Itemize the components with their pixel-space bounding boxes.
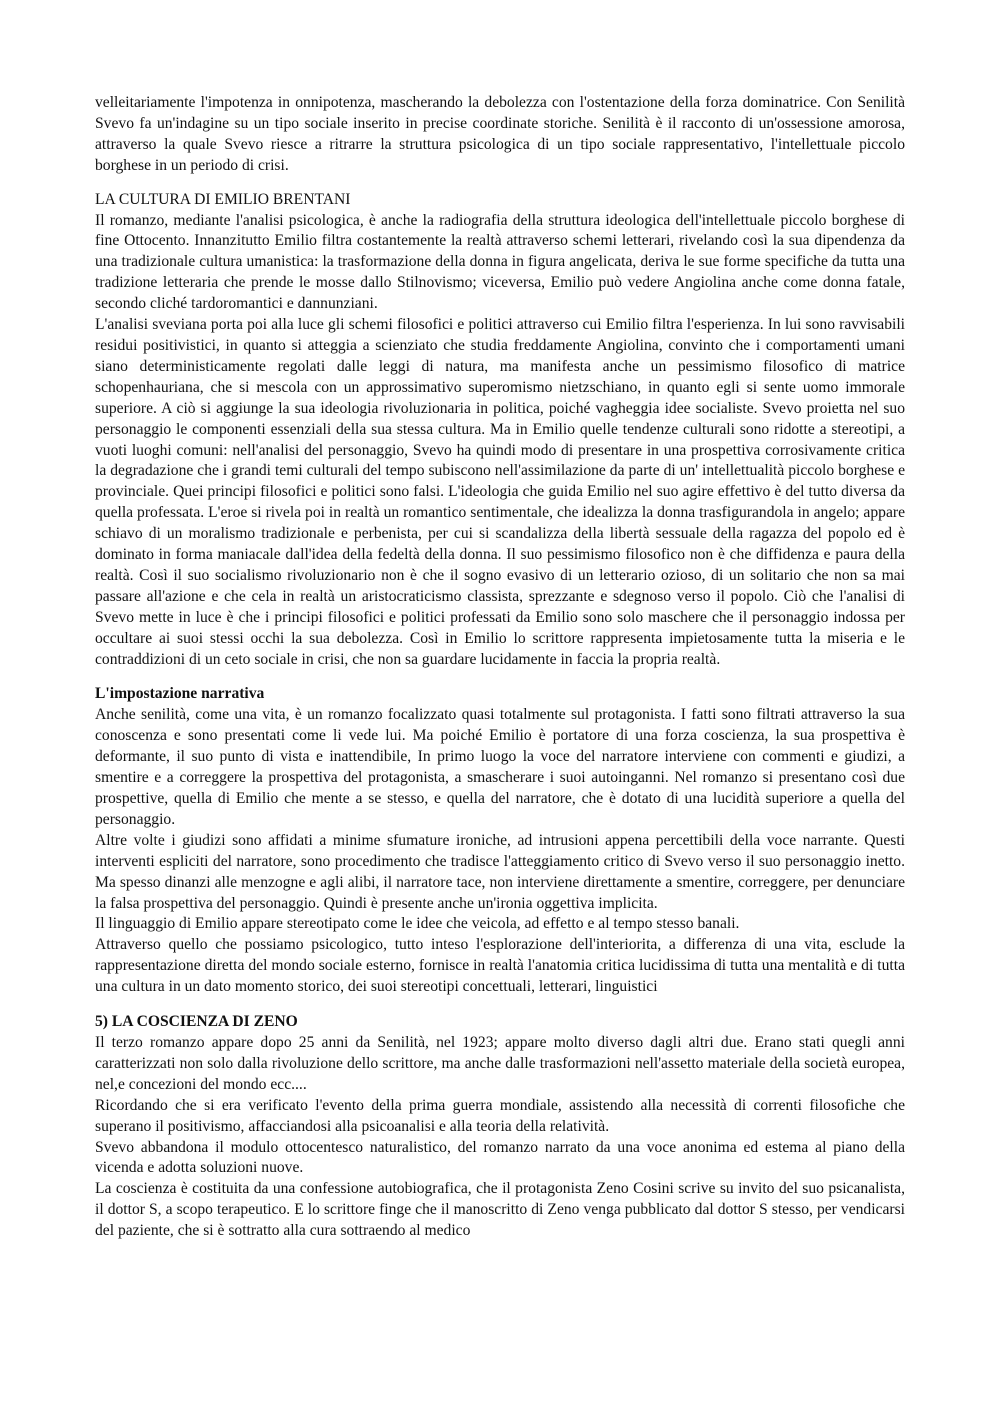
body-paragraph: Attraverso quello che possiamo psicologico, tutto inteso l'esplorazione dell'interiorita, a differenza di una vita, esclude la rappresentazione diretta del mondo sociale esterno, fornisce in realtà l'anatomia critica lucidissima di tutta una mentalità e di tutta una cultura in un dato momento storico, dei suoi stereotipi concettuali, letterari, linguistici xyxy=(95,936,905,996)
document-page xyxy=(95,93,905,1242)
spacer xyxy=(95,177,905,190)
intro-paragraph: velleitariamente l'impotenza in onnipotenza, mascherando la debolezza con l'ostentazione della forza dominatrice. Con Senilità Svevo fa un'indagine su un tipo sociale inserito in precise coordinate storiche. Senilità è il racconto di un'ossessione amorosa, attraverso la quale Svevo riesce a ritrarre la struttura psicologica di un tipo sociale rappresentativo, l'intellettuale piccolo borghese in un periodo di crisi. xyxy=(95,94,905,174)
body-paragraph: Ricordando che si era verificato l'evento della prima guerra mondiale, assistendo alla necessità di correnti filosofiche che superano il positivismo, affacciandosi alla psicoanalisi e alla teoria della relatività. xyxy=(95,1096,905,1135)
body-paragraph: La coscienza è costituita da una confessione autobiografica, che il protagonista Zeno Cosini scrive su invito del suo psicanalista, il dottor S, a scopo terapeutico. E lo scrittore finge che il manoscritto di Zeno venga pubblicato dal dottor S stesso, per vendicarsi del paziente, che si è sottratto alla cura sottraendo al medico xyxy=(95,1180,905,1240)
body-paragraph: Svevo abbandona il modulo ottocentesco naturalistico, del romanzo narrato da una voce anonima ed estema al piano della vicenda e adotta soluzioni nuove. xyxy=(95,1138,905,1177)
section-heading-cultura: LA CULTURA DI EMILIO BRENTANI xyxy=(95,190,351,208)
spacer xyxy=(95,670,905,684)
body-paragraph: L'analisi sveviana porta poi alla luce gli schemi filosofici e politici attraverso cui Emilio filtra l'esperienza. In lui sono ravvisabili residui positivistici, in quanto si atteggia a scienziato che studia freddamente Angiolina, convinto che i comportamenti umani siano deterministicamente regolati dalle leggi di natura, ma manifesta anche un pessimismo filosofico di matrice schopenhauriana, che si mescola con un approssimativo superomismo nietzschiano, in quanto egli si sente uomo immorale superiore. A ciò si aggiunge la sua ideologia rivoluzionaria in politica, poiché vagheggia idee socialiste. Svevo proietta nel suo personaggio le componenti essenziali della sua stessa cultura. Ma in Emilio quelle tendenze culturali sono ridotte a stereotipi, a vuoti luoghi comuni: nell'analisi del personaggio, Svevo ha quindi modo di presentare in una prospettiva corrosivamente critica la degradazione che i grandi temi culturali del tempo subiscono nell'assimilazione da parte di un' intellettualità piccolo borghese e provinciale. Quei principi filosofici e politici sono falsi. L'ideologia che guida Emilio nel suo agire effettivo è del tutto diversa da quella professata. L'eroe si rivela poi in realtà un romantico sentimentale, che idealizza la donna trasfigurandola in angelo; appare schiavo di un moralismo tradizionale e perbenista, per cui si scandalizza della libertà sessuale della ragazza del popolo ed è dominato in forma maniacale dall'idea della fedeltà della donna. Il suo pessimismo filosofico non è che diffidenza e paura della realtà. Così il suo socialismo rivoluzionario non è che il sogno evasivo di un letterario ozioso, di un solitario che non sa mai passare all'azione e che cela in realtà un aristocraticismo classista, sprezzante e sdegnoso verso il popolo. Ciò che l'analisi di Svevo mette in luce è che i principi filosofici e politici professati da Emilio sono solo maschere che il personaggio indossa per occultare ai suoi stessi occhi la sua debolezza. Così in Emilio lo scrittore rappresenta impietosamente tutta la miseria e le contraddizioni di un ceto sociale in crisi, che non sa guardare lucidamente in faccia la propria realtà. xyxy=(95,316,905,668)
body-paragraph: Il romanzo, mediante l'analisi psicologica, è anche la radiografia della struttura ideologica dell'intellettuale piccolo borghese di fine Ottocento. Innanzitutto Emilio filtra costantemente la realtà attraverso schemi letterari, rivelando così la sua dipendenza da una tradizionale cultura umanistica: la trasformazione della donna in figura angelicata, deriva le sue forme specifiche da tutta una tradizione letteraria che prende le mosse dallo Stilnovismo; viceversa, Emilio può vedere Angiolina anche come donna fatale, secondo cliché tardoromantici e dannunziani. xyxy=(95,211,905,313)
body-paragraph: Altre volte i giudizi sono affidati a minime sfumature ironiche, ad intrusioni appena percettibili della voce narrante. Questi interventi espliciti del narratore, sono procedimento che tradisce l'atteggiamento critico di Svevo verso il suo personaggio inetto. Ma spesso dinanzi alle menzogne e agli alibi, il narratore tace, non interviene direttamente a smentire, correggere, per denunciare la falsa prospettiva del personaggio. Quindi è presente anche un'ironia oggettiva implicita. xyxy=(95,831,905,912)
section-heading-impostazione: L'impostazione narrativa xyxy=(95,685,265,703)
body-paragraph: Anche senilità, come una vita, è un romanzo focalizzato quasi totalmente sul protagonista. I fatti sono filtrati attraverso la sua conoscenza e sono presentati come li vede lui. Ma poiché Emilio è portatore di una forza coscienza, la sua prospettiva è deformante, il suo punto di vista e inattendibile, In primo luogo la voce del narratore interviene con commenti e giudizi, a smentire e a correggere la prospettiva del protagonista, a smascherare i suoi autoinganni. Nel romanzo si presentano così due prospettive, quella di Emilio che mente a se stesso, e quella del narratore, che è dotato di una lucidità superiore a quella del personaggio. xyxy=(95,706,905,828)
body-paragraph: Il terzo romanzo appare dopo 25 anni da Senilità, nel 1923; appare molto diverso dagli altri due. Erano stati quegli anni caratterizzati non solo dalla rivoluzione dello scrittore, ma anche dalle trasformazioni nell'assetto materiale della società europea, nel,e concezioni del mondo ecc.... xyxy=(95,1033,905,1093)
section-heading-coscienza: 5) LA COSCIENZA DI ZENO xyxy=(95,1013,298,1031)
spacer xyxy=(95,998,905,1012)
body-paragraph: Il linguaggio di Emilio appare stereotipato come le idee che veicola, ad effetto e al tempo stesso banali. xyxy=(95,915,740,933)
